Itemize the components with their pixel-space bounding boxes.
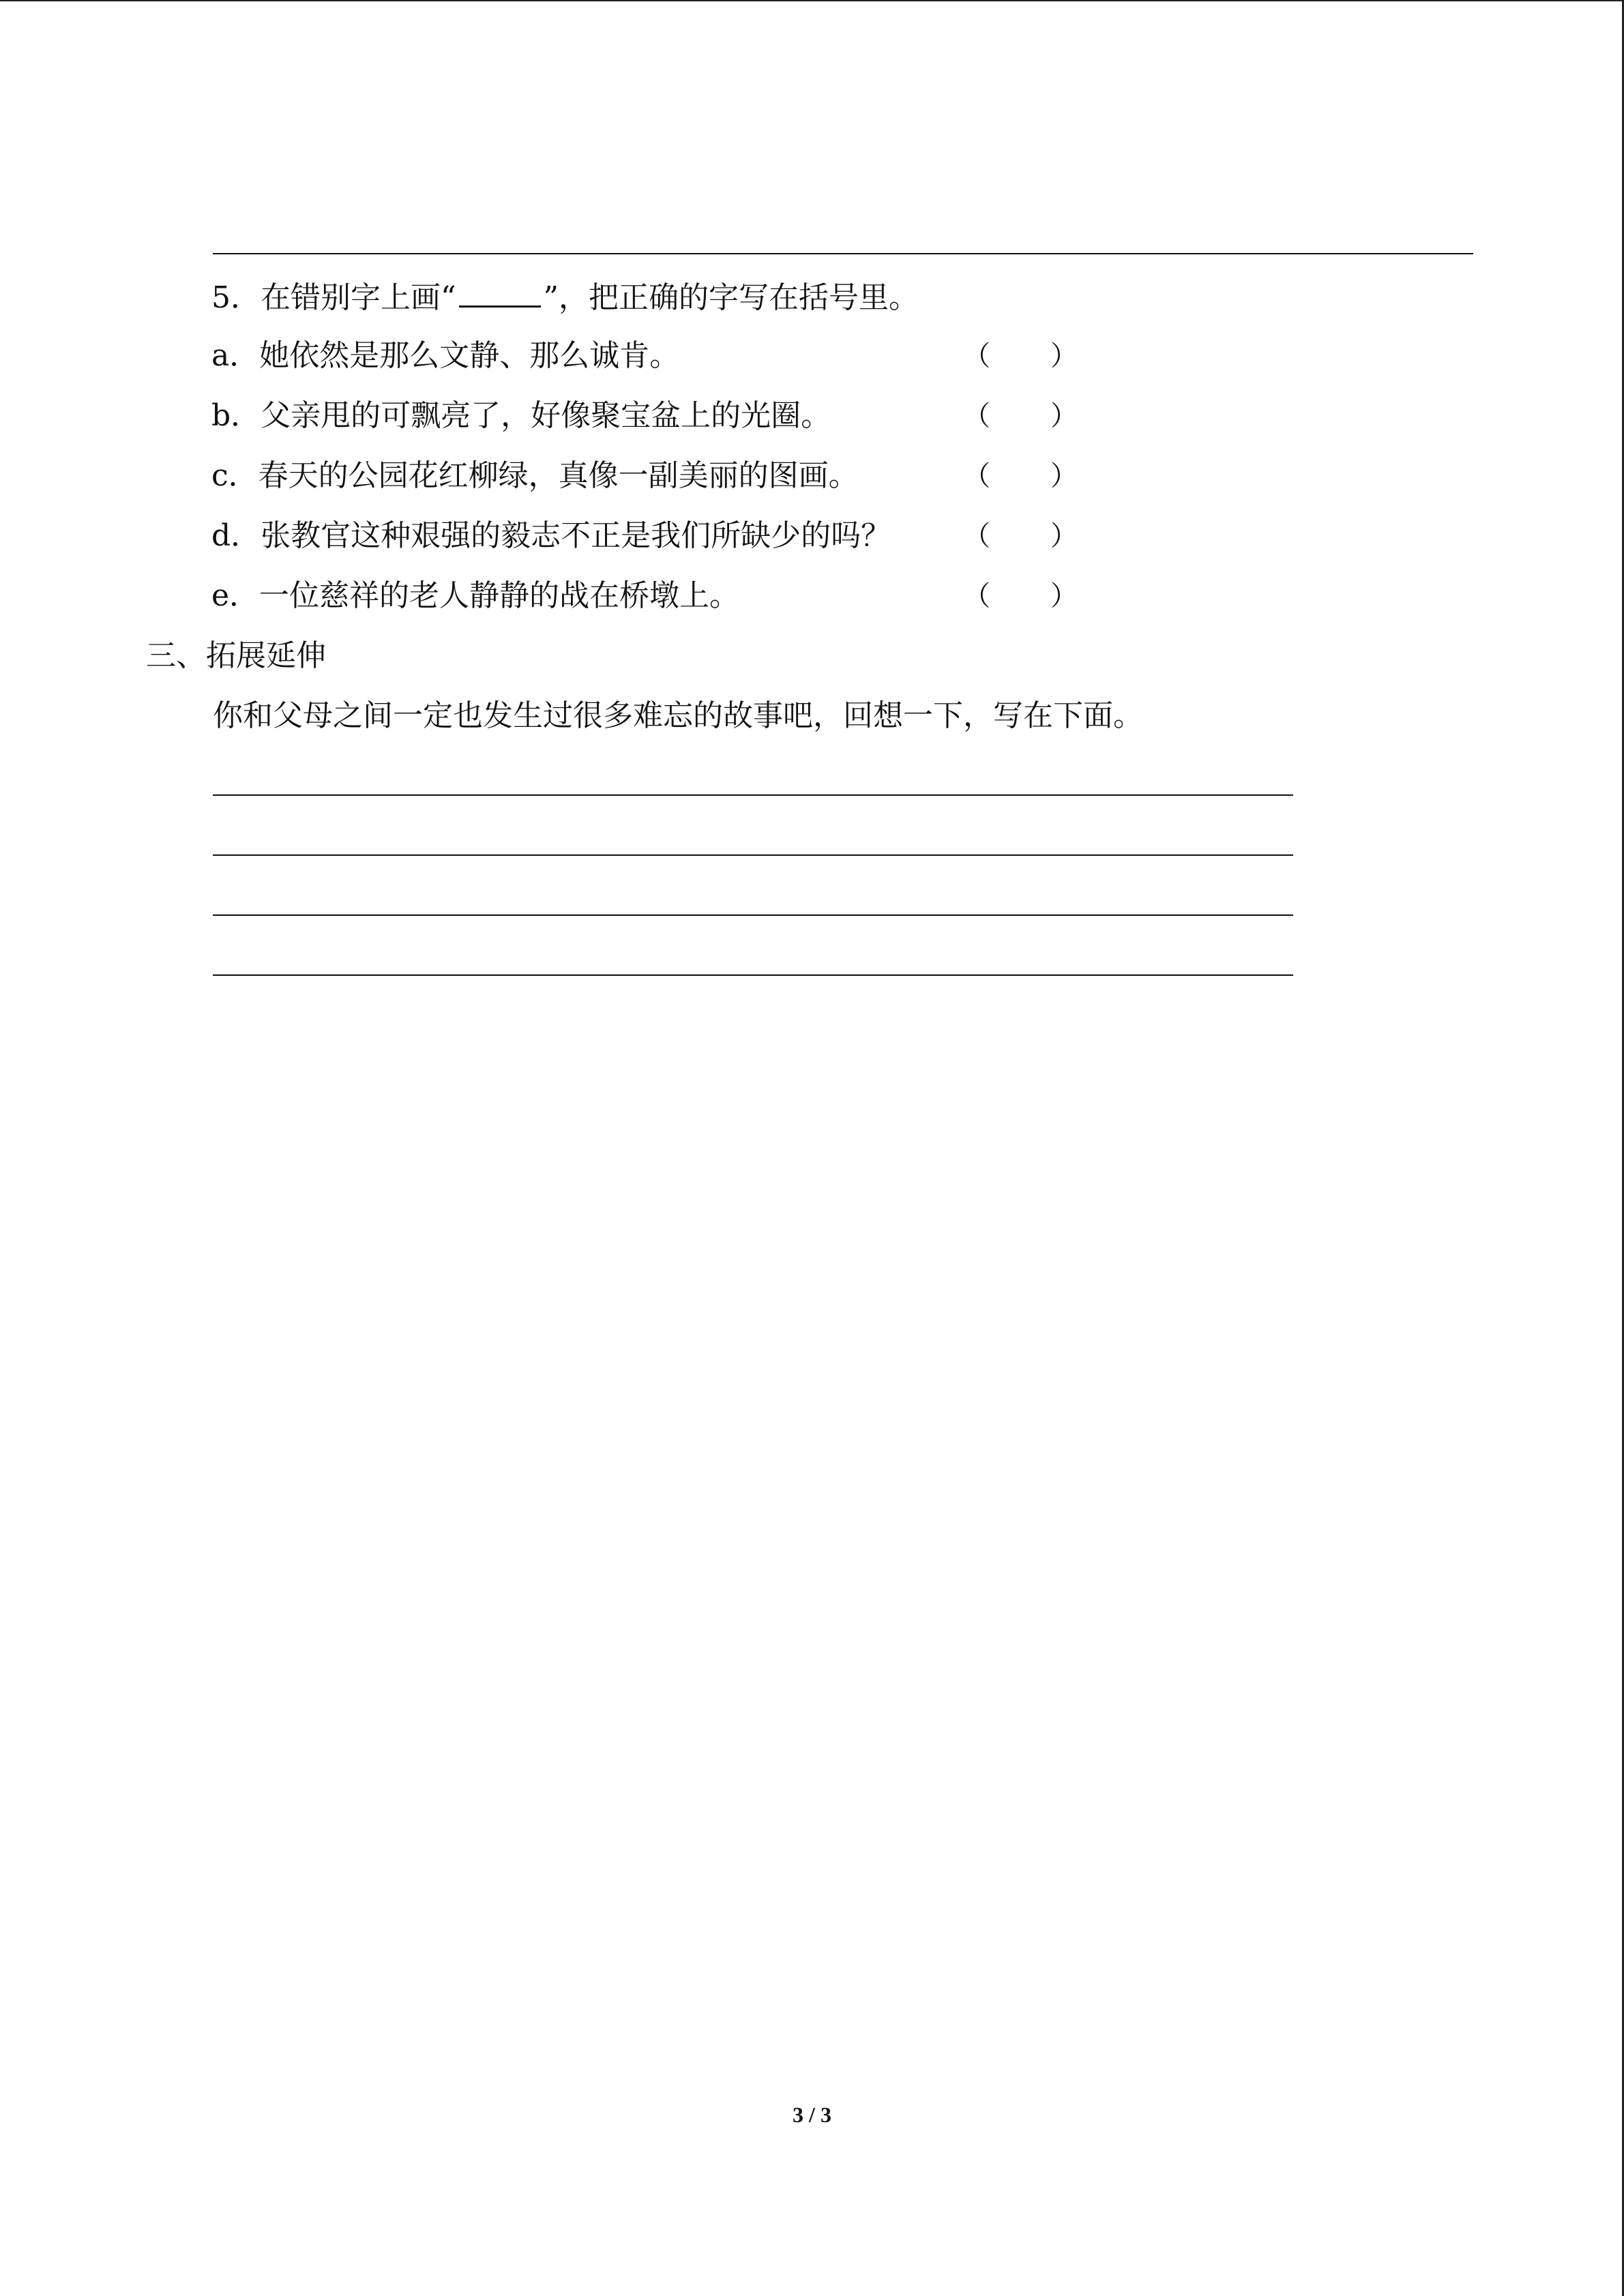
item-e-label: e． <box>211 578 260 613</box>
item-b-answer-box[interactable] <box>963 396 1078 436</box>
item-c-answer-box[interactable] <box>963 456 1078 496</box>
question-5-text-after: ”，把正确的字写在括号里。 <box>543 280 919 315</box>
item-e <box>211 576 739 616</box>
page-number: 3 / 3 <box>793 2102 831 2127</box>
writing-line-1[interactable] <box>213 794 1293 796</box>
paren-close: ） <box>1050 580 1078 612</box>
item-a-label: a． <box>211 338 260 373</box>
item-d <box>211 516 891 556</box>
paren-open: （ <box>963 520 990 552</box>
item-c-text: 春天的公园花红柳绿，真像一副美丽的图画。 <box>258 458 859 493</box>
item-d-label: d． <box>211 518 261 553</box>
question-5-text-before: 在错别字上画“ <box>261 280 456 315</box>
item-a <box>211 336 679 376</box>
paren-close: ） <box>1050 340 1078 372</box>
writing-line-3[interactable] <box>213 914 1293 916</box>
item-c <box>211 456 859 496</box>
item-e-answer-box[interactable] <box>963 576 1078 616</box>
paren-close: ） <box>1050 520 1078 552</box>
writing-line-2[interactable] <box>213 854 1293 856</box>
item-d-answer-box[interactable] <box>963 516 1078 556</box>
question-5 <box>211 275 919 318</box>
item-e-text: 一位慈祥的老人静静的战在桥墩上。 <box>259 578 740 613</box>
item-a-text: 她依然是那么文静、那么诚肯。 <box>259 338 680 373</box>
item-b-label: b． <box>211 398 261 433</box>
item-b-text: 父亲甩的可飘亮了，好像聚宝盆上的光圈。 <box>261 398 831 433</box>
writing-line-4[interactable] <box>213 974 1293 976</box>
section-3-heading: 三、拓展延伸 <box>146 638 326 673</box>
item-c-label: c． <box>211 458 259 493</box>
item-b <box>211 396 831 436</box>
item-d-text: 张教官这种艰强的毅志不正是我们所缺少的吗？ <box>261 518 891 553</box>
item-a-answer-box[interactable] <box>963 336 1078 376</box>
paren-open: （ <box>963 460 990 492</box>
paren-close: ） <box>1050 460 1078 492</box>
paren-close: ） <box>1050 400 1078 432</box>
underline-sample <box>459 275 541 308</box>
page-top-border <box>0 0 1624 1</box>
paren-open: （ <box>963 340 990 372</box>
question-5-number: 5． <box>211 280 261 315</box>
answer-line-top[interactable] <box>213 253 1473 254</box>
section-3-prompt: 你和父母之间一定也发生过很多难忘的故事吧，回想一下，写在下面。 <box>213 698 1143 733</box>
paren-open: （ <box>963 580 990 612</box>
paren-open: （ <box>963 400 990 432</box>
